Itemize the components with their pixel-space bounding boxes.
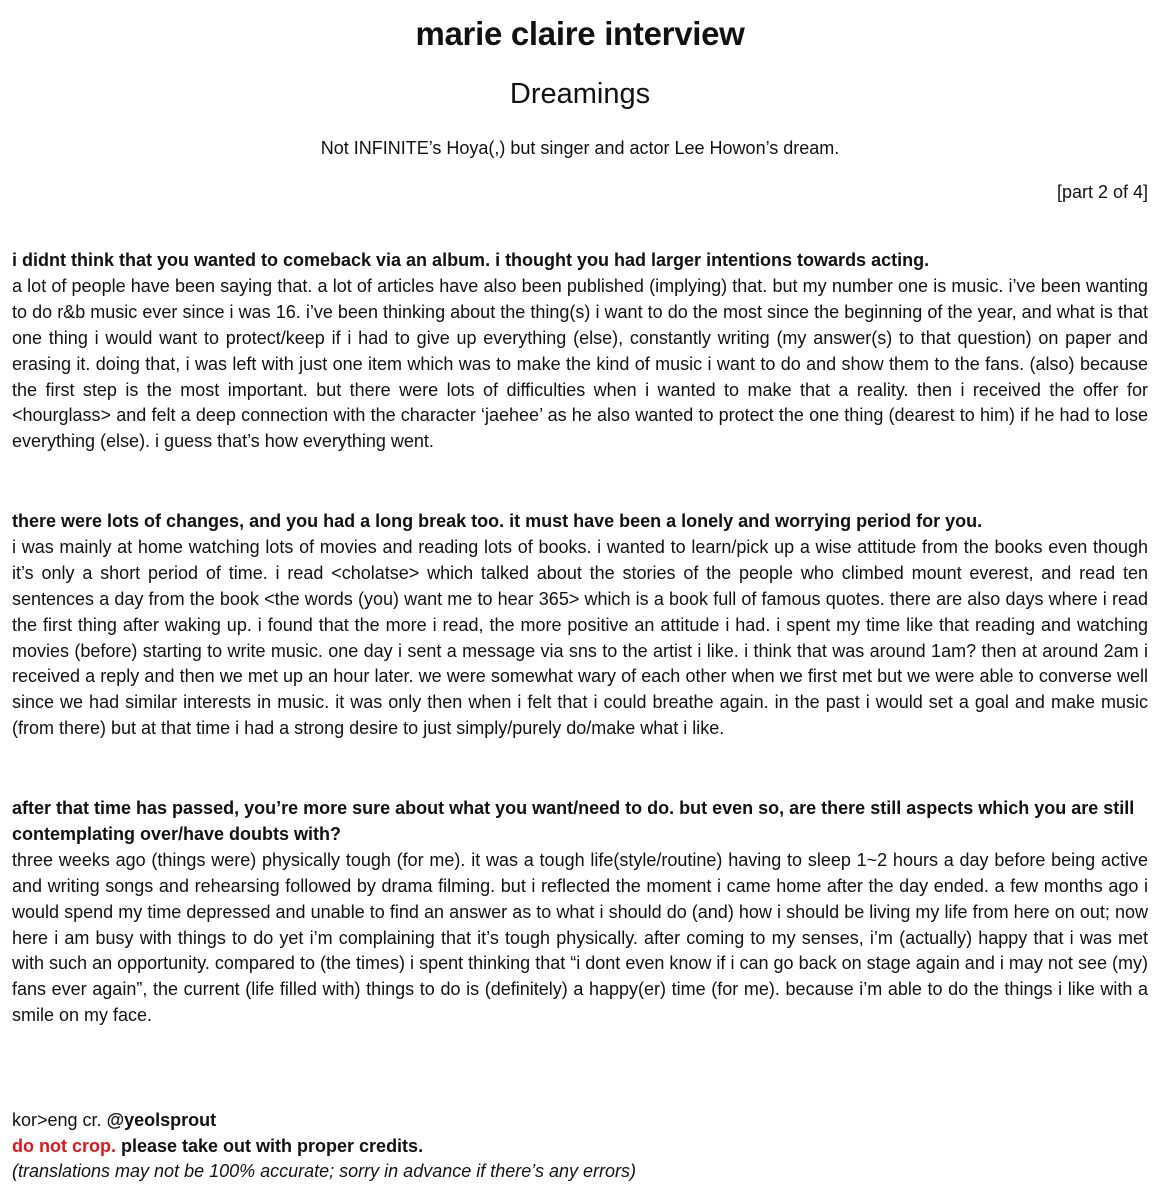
credit-prefix: kor>eng cr. <box>12 1110 107 1130</box>
translation-disclaimer: (translations may not be 100% accurate; sorry in advance if there’s any errors) <box>12 1161 636 1181</box>
answer-text: a lot of people have been saying that. a lot of articles have also been published (implying) that. but my number one is music. i’ve been wanting to do r&b music ever since i was 16. i’ve been thinking about the thing(s) i want to do the most since the beginning of the year, and what is that one thing i would want to protect/keep if i had to give up everything (else), constantly writing (my answer(s) to that question) on paper and erasing it. doing that, i was left with just one item which was to make the kind of music i want to do and show them to the fans. (also) because the first step is the most important. but there were lots of difficulties when i wanted to make that a reality. then i received the offer for <hourglass> and felt a deep connection with the character ‘jaehee’ as he also wanted to protect the one thing (dearest to him) if he had to lose everything (else). i guess that’s how everything went. <box>12 275 1148 452</box>
answer-text: i was mainly at home watching lots of movies and reading lots of books. i wanted to learn/pick up a wise attitude from the books even though it’s only a short period of time. i read <cholatse> which talked about the stories of the people who climbed mount everest, and read ten sentences a day from the book <the words (you) want me to hear 365> which is a book full of famous quotes. there are also days where i read the first thing after waking up. i found that the more i read, the more positive an attitude i had. i spent my time like that reading and watching movies (before) starting to write music. one day i sent a message via sns to the artist i like. i think that was around 1am? then at around 2am i received a reply and then we met up an hour later. we were somewhat wary of each other when we first met but we were able to converse well since we had similar interests in music. it was only then when i felt that i could breathe again. in the past i would set a goal and make music (from there) but at that time i had a strong desire to just simply/purely do/make what i like. <box>12 536 1148 739</box>
question-text: after that time has passed, you’re more sure about what you want/need to do. but even so, are there still aspects which you are still contemplating over/have doubts with? <box>12 798 1135 844</box>
translator-credit <box>12 1108 1148 1134</box>
crop-warning: do not crop. <box>12 1135 116 1156</box>
credit-request: please take out with proper credits. <box>115 1135 424 1156</box>
page-title: marie claire interview <box>415 15 745 52</box>
article-subtitle: Dreamings <box>509 78 651 110</box>
document-page <box>12 0 1148 1181</box>
qa-block <box>12 796 1148 1029</box>
credits-section <box>12 1108 1148 1185</box>
qa-block <box>12 509 1148 742</box>
crop-warning-line <box>12 1134 1148 1160</box>
part-indicator: [part 2 of 4] <box>1056 182 1148 202</box>
question-text: there were lots of changes, and you had a long break too. it must have been a lonely and worrying period for you. <box>12 511 983 531</box>
question-text: i didnt think that you wanted to comeback via an album. i thought you had larger intentions towards acting. <box>12 250 930 270</box>
qa-block <box>12 248 1148 455</box>
article-tagline: Not INFINITE’s Hoya(,) but singer and actor Lee Howon’s dream. <box>320 138 840 158</box>
translator-handle: @yeolsprout <box>106 1110 217 1130</box>
answer-text: three weeks ago (things were) physically tough (for me). it was a tough life(style/routine) having to sleep 1~2 hours a day before being active and writing songs and rehearsing followed by drama filming. but i reflected the moment i came home after the day ended. a few months ago i would spend my time depressed and unable to find an answer as to what i should do (and) how i should be living my life from here on out; now here i am busy with things to do yet i’m complaining that it’s tough physically. after coming to my senses, i’m (actually) happy that i was met with such an opportunity. compared to (the times) i spent thinking that “i dont even know if i can go back on stage again and i may not see (my) fans ever again”, the current (life filled with) things to do is (definitely) a happy(er) time (for me). because i’m able to do the things i like with a smile on my face. <box>12 849 1148 1026</box>
